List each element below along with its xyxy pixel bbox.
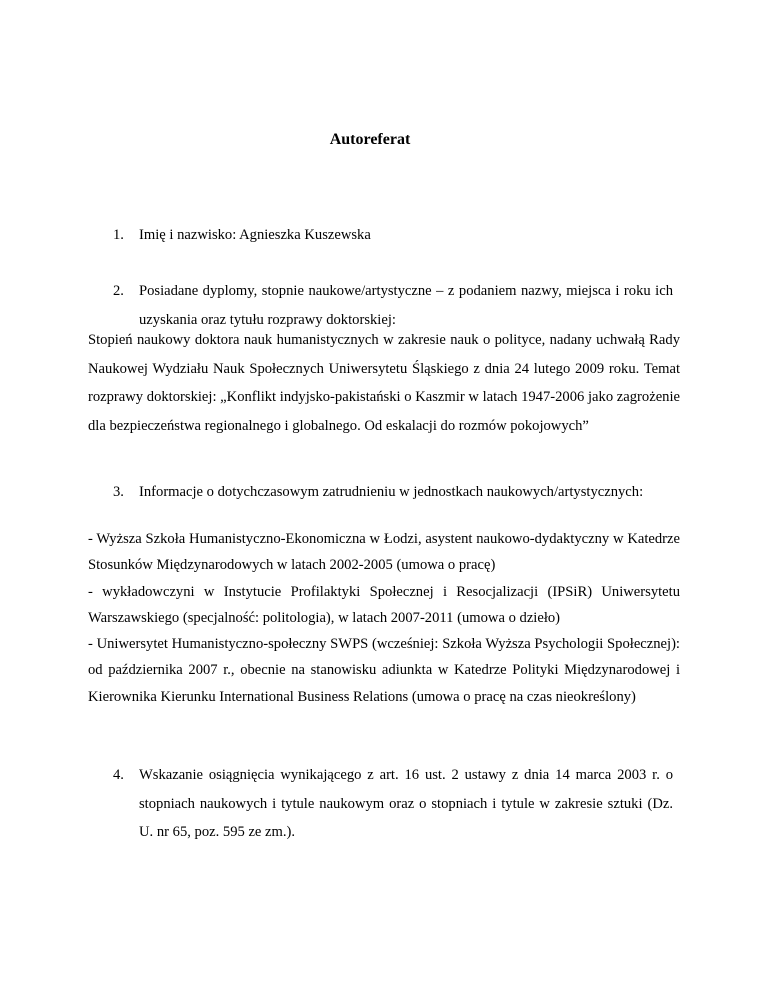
list-item-number: 4. [113,767,124,783]
employment-entry: - Uniwersytet Humanistyczno-społeczny SWPS (wcześniej: Szkoła Wyższa Psychologii Społecznej): od października 2007 r., obecnie na stanowisku adiunkta w Katedrze Polityki Międzynarodowej i Kierownika Kierunku International Business Relations (umowa o pracę na czas nieokreślony) [88,636,680,705]
document-title: Autoreferat [329,131,411,148]
list-item-text: Informacje o dotychczasowym zatrudnieniu w jednostkach naukowych/artystycznych: [139,484,644,500]
employment-entry: - Wyższa Szkoła Humanistyczno-Ekonomiczna w Łodzi, asystent naukowo-dydaktyczny w Katedrze Stosunków Międzynarodowych w latach 2002-2005 (umowa o pracę) [88,531,680,574]
degree-paragraph [88,326,680,440]
list-item-achievement [113,761,673,847]
employment-entry: - wykładowczyni w Instytucie Profilaktyki Społecznej i Resocjalizacji (IPSiR) Uniwersytetu Warszawskiego (specjalność: politologia), w latach 2007-2011 (umowa o dzieło) [88,583,680,626]
list-item-number: 3. [113,484,124,500]
list-item-text: Imię i nazwisko: Agnieszka Kuszewska [139,227,371,243]
list-item-number: 2. [113,283,124,299]
degree-paragraph-text: Stopień naukowy doktora nauk humanistycznych w zakresie nauk o polityce, nadany uchwałą Rady Naukowej Wydziału Nauk Społecznych Uniwersytetu Śląskiego z dnia 24 lutego 2009 roku. Temat rozprawy doktorskiej: „Konflikt indyjsko-pakistański o Kaszmir w latach 1947-2006 jako zagrożenie dla bezpieczeństwa regionalnego i globalnego. Od eskalacji do rozmów pokojowych” [88,332,680,434]
list-item-number: 1. [113,227,124,243]
list-item-employment [113,478,673,507]
employment-list [88,526,680,710]
list-item-text: Posiadane dyplomy, stopnie naukowe/artystyczne – z podaniem nazwy, miejsca i roku ich uzyskania oraz tytułu rozprawy doktorskiej: [139,283,673,328]
list-item-text: Wskazanie osiągnięcia wynikającego z art. 16 ust. 2 ustawy z dnia 14 marca 2003 r. o stopniach naukowych i tytule naukowym oraz o stopniach i tytule w zakresie sztuki (Dz. U. nr 65, poz. 595 ze zm.). [139,767,673,840]
list-item-name [113,221,673,250]
